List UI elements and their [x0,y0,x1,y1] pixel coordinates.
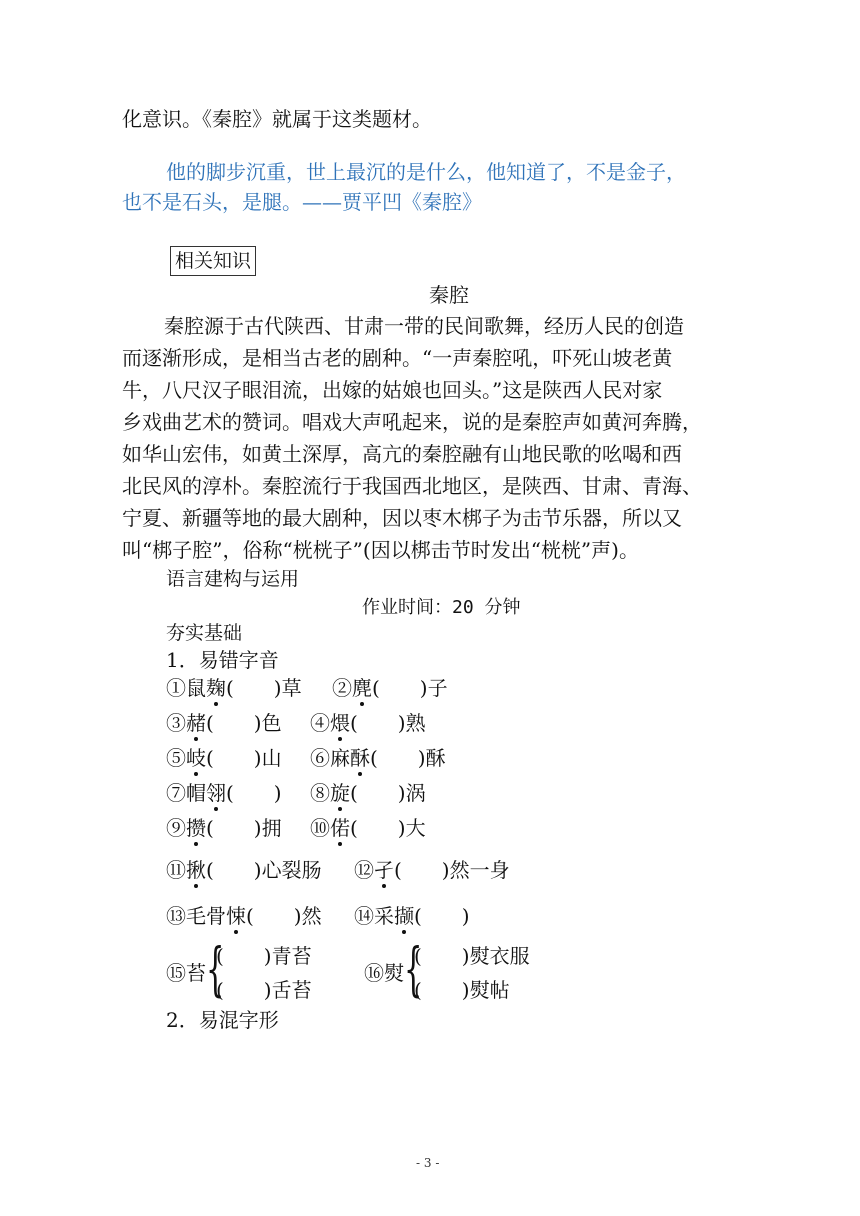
item-10 [310,814,426,842]
item-suffix: ( )草 [226,676,302,700]
item-suffix: ( )然 [246,904,322,928]
item-prefix: ⑬毛骨 [166,904,226,928]
knowledge-line: 宁夏、新疆等地的最大剧种，因以枣木梆子为击节乐器，所以又 [122,506,682,530]
knowledge-paragraph [122,310,742,566]
dotted-char: 揪 [186,858,206,882]
knowledge-title: 秦腔 [429,283,469,307]
knowledge-line: 秦腔源于古代陕西、甘肃一带的民间歌舞，经历人民的创造 [164,314,684,338]
item-prefix: ⑪ [166,858,186,882]
item-15-b: ( )舌苔 [216,978,312,1002]
item-prefix: ④ [310,711,330,735]
dotted-char: 旋 [330,781,350,805]
item-16-a: ( )熨衣服 [414,944,530,968]
quote-line-2: 也不是石头，是腿。——贾平凹《秦腔》 [122,190,482,214]
dotted-char: 翎 [206,781,226,805]
dotted-char: 偌 [330,816,350,840]
item-suffix: ( )酥 [370,746,446,770]
quote-line-1: 他的脚步沉重，世上最沉的是什么，他知道了，不是金子， [166,160,686,184]
dotted-char: 悚 [226,904,246,928]
dotted-char: 酥 [350,746,370,770]
page-number: - 3 - [416,1156,440,1170]
subsection-title: 夯实基础 [166,622,243,644]
dotted-char: 撷 [394,904,414,928]
item-prefix: ⑧ [310,781,330,805]
item-15-label: ⑮苔 [166,961,206,985]
item-7 [166,779,282,807]
item-13 [166,902,322,930]
dotted-char: 麹 [206,676,226,700]
brace-15: { [206,935,225,1003]
item-suffix: ( )子 [372,676,448,700]
item-8 [310,779,426,807]
item-11 [166,856,322,884]
item-prefix: ⑩ [310,816,330,840]
item-suffix: ( )涡 [350,781,426,805]
item-prefix: ①鼠 [166,676,206,700]
item-suffix: ( ) [414,904,470,928]
item-2 [332,674,448,702]
item-prefix: ⑫ [354,858,374,882]
item-suffix: ( )色 [206,711,282,735]
knowledge-line: 牛，八尺汉子眼泪流，出嫁的姑娘也回头。”这是陕西人民对家 [122,378,663,402]
dotted-char: 攒 [186,816,206,840]
intro-text: 化意识。《秦腔》就属于这类题材。 [122,107,432,131]
item-prefix: ⑥麻 [310,746,350,770]
item-15-a: ( )青苔 [216,944,312,968]
item-suffix: ( )然一身 [394,858,510,882]
item-suffix: ( ) [226,781,282,805]
dotted-char: 赭 [186,711,206,735]
question-2-title: 2．易混字形 [166,1008,279,1032]
section-title: 语言建构与运用 [166,568,300,590]
question-1-title: 1．易错字音 [166,648,279,672]
knowledge-line: 叫“梆子腔”，俗称“桄桄子”(因以梆击节时发出“桄桄”声)。 [122,538,639,562]
item-14 [354,902,470,930]
item-suffix: ( )拥 [206,816,282,840]
brace-16: { [404,935,423,1003]
item-suffix: ( )心裂肠 [206,858,322,882]
knowledge-line: 北民风的淳朴。秦腔流行于我国西北地区，是陕西、甘肃、青海、 [122,474,702,498]
item-suffix: ( )熟 [350,711,426,735]
item-prefix: ③ [166,711,186,735]
knowledge-line: 乡戏曲艺术的赞词。唱戏大声吼起来，说的是秦腔声如黄河奔腾， [122,410,702,434]
related-knowledge-label: 相关知识 [170,246,256,276]
item-1 [166,674,302,702]
item-prefix: ② [332,676,352,700]
knowledge-line: 如华山宏伟，如黄土深厚，高亢的秦腔融有山地民歌的吆喝和西 [122,442,682,466]
item-prefix: ⑨ [166,816,186,840]
homework-time: 作业时间：20 分钟 [362,597,521,618]
item-9 [166,814,282,842]
dotted-char: 麂 [352,676,372,700]
dotted-char: 孑 [374,858,394,882]
item-suffix: ( )大 [350,816,426,840]
item-5 [166,744,282,772]
dotted-char: 岐 [186,746,206,770]
item-12 [354,856,510,884]
item-6 [310,744,446,772]
item-prefix: ⑭采 [354,904,394,928]
knowledge-line: 而逐渐形成，是相当古老的剧种。“一声秦腔吼，吓死山坡老黄 [122,346,673,370]
item-suffix: ( )山 [206,746,282,770]
dotted-char: 煨 [330,711,350,735]
item-prefix: ⑦帽 [166,781,206,805]
item-16-label: ⑯熨 [364,961,404,985]
item-16-b: ( )熨帖 [414,978,510,1002]
item-4 [310,709,426,737]
item-prefix: ⑤ [166,746,186,770]
item-3 [166,709,282,737]
